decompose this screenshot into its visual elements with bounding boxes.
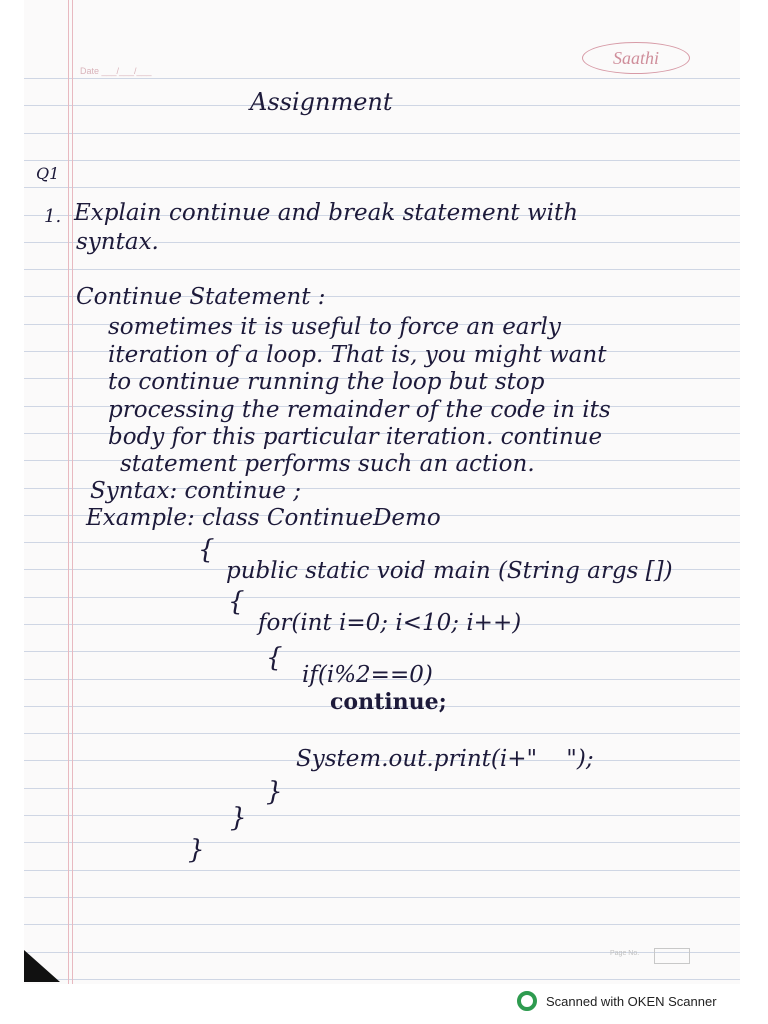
ruled-line (24, 733, 740, 734)
syntax-line: Syntax: continue ; (90, 478, 301, 504)
page-number-label: Page No. (610, 950, 640, 957)
page-corner-shadow (24, 950, 60, 982)
code-brace: } (188, 835, 205, 865)
code-brace: } (230, 803, 247, 833)
assignment-title: Assignment (250, 88, 393, 116)
code-line: System.out.print(i+" "); (296, 746, 594, 772)
ruled-line (24, 187, 740, 188)
notebook-page (24, 0, 740, 984)
scanner-text: Scanned with OKEN Scanner (546, 993, 717, 1009)
scanner-logo-icon (516, 990, 538, 1012)
body-line: body for this particular iteration. continue (108, 424, 603, 450)
example-line: Example: class ContinueDemo (86, 505, 441, 531)
ruled-line (24, 597, 740, 598)
body-line: iteration of a loop. That is, you might want (108, 342, 607, 368)
code-brace: { (228, 587, 245, 617)
ruled-line (24, 78, 740, 79)
code-line: continue; (330, 689, 447, 715)
ruled-line (24, 815, 740, 816)
ruled-line (24, 979, 740, 980)
code-line: if(i%2==0) (302, 662, 433, 688)
ruled-line (24, 651, 740, 652)
margin-line (68, 0, 69, 984)
ruled-line (24, 870, 740, 871)
code-brace: { (266, 643, 283, 673)
margin-line-inner (72, 0, 73, 984)
question-label: Q1 (36, 164, 60, 183)
date-label: Date ___/___/___ (80, 66, 152, 76)
ruled-line (24, 788, 740, 789)
question-line-2: syntax. (76, 229, 159, 255)
body-line: sometimes it is useful to force an early (108, 314, 561, 340)
notebook-brand-logo: Saathi (582, 42, 690, 74)
ruled-line (24, 133, 740, 134)
question-number: 1. (44, 206, 62, 227)
ruled-line (24, 269, 740, 270)
code-line: public static void main (String args []) (226, 558, 673, 584)
section-heading: Continue Statement : (76, 284, 326, 310)
body-line: statement performs such an action. (120, 451, 535, 477)
ruled-line (24, 924, 740, 925)
scanner-watermark (516, 990, 717, 1012)
body-line: processing the remainder of the code in its (108, 397, 611, 423)
ruled-line (24, 160, 740, 161)
question-line-1: Explain continue and break statement with (74, 200, 579, 226)
page-number-box (654, 948, 690, 964)
ruled-line (24, 842, 740, 843)
ruled-line (24, 542, 740, 543)
code-brace: { (198, 535, 215, 565)
code-line: for(int i=0; i<10; i++) (258, 610, 522, 636)
ruled-line (24, 897, 740, 898)
code-brace: } (266, 777, 283, 807)
body-line: to continue running the loop but stop (108, 369, 545, 395)
